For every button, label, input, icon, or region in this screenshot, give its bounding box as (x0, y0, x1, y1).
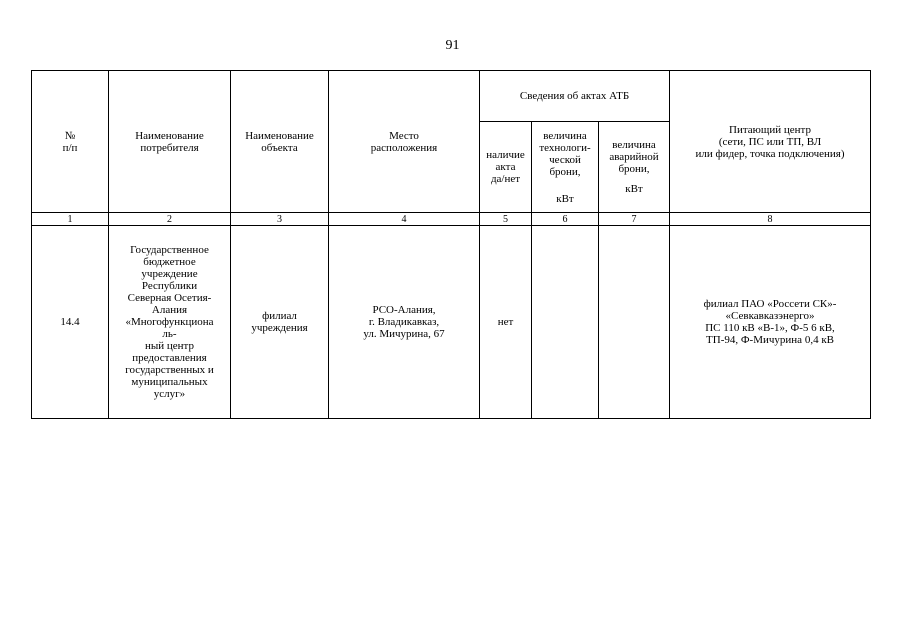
column-number: 2 (109, 213, 231, 226)
cell-consumer: Государственное бюджетное учреждение Республики Северная Осетия- Алания «Многофункциона ль- ный центр предоставления государственных и муниципальных услуг» (109, 226, 231, 419)
column-number: 5 (480, 213, 532, 226)
cell-supply-center: филиал ПАО «Россети СК»- «Севкавказэнерго» ПС 110 кВ «В-1», Ф-5 6 кВ, ТП-94, Ф-Мичурина 0,4 кВ (670, 226, 871, 419)
header-location: Место расположения (329, 71, 480, 213)
header-tech-reserve-label: величина технологи- ческой брони, (539, 129, 591, 178)
cell-atb-presence: нет (480, 226, 532, 419)
header-num: № п/п (32, 71, 109, 213)
cell-location: РСО-Алания, г. Владикавказ, ул. Мичурина, 67 (329, 226, 480, 419)
table-row (32, 226, 871, 419)
column-number-row (32, 213, 871, 226)
header-tech-reserve (532, 122, 599, 213)
header-row-1 (32, 71, 871, 122)
column-number: 1 (32, 213, 109, 226)
header-emergency-reserve-unit: кВт (625, 183, 643, 195)
column-number: 4 (329, 213, 480, 226)
column-number: 8 (670, 213, 871, 226)
column-number: 6 (532, 213, 599, 226)
cell-emergency-reserve (599, 226, 670, 419)
header-object: Наименование объекта (231, 71, 329, 213)
header-atb-presence: наличие акта да/нет (480, 122, 532, 213)
consumer-table (31, 70, 871, 419)
cell-tech-reserve (532, 226, 599, 419)
column-number: 3 (231, 213, 329, 226)
page-number: 91 (445, 38, 460, 53)
header-consumer: Наименование потребителя (109, 71, 231, 213)
header-supply-center: Питающий центр (сети, ПС или ТП, ВЛ или фидер, точка подключения) (670, 71, 871, 213)
column-number: 7 (599, 213, 670, 226)
header-atb-group: Сведения об актах АТБ (480, 71, 670, 122)
cell-num: 14.4 (32, 226, 109, 419)
header-emergency-reserve-label: величина аварийной брони, (609, 139, 659, 175)
cell-object: филиал учреждения (231, 226, 329, 419)
header-emergency-reserve (599, 122, 670, 213)
header-tech-reserve-unit: кВт (556, 192, 574, 205)
